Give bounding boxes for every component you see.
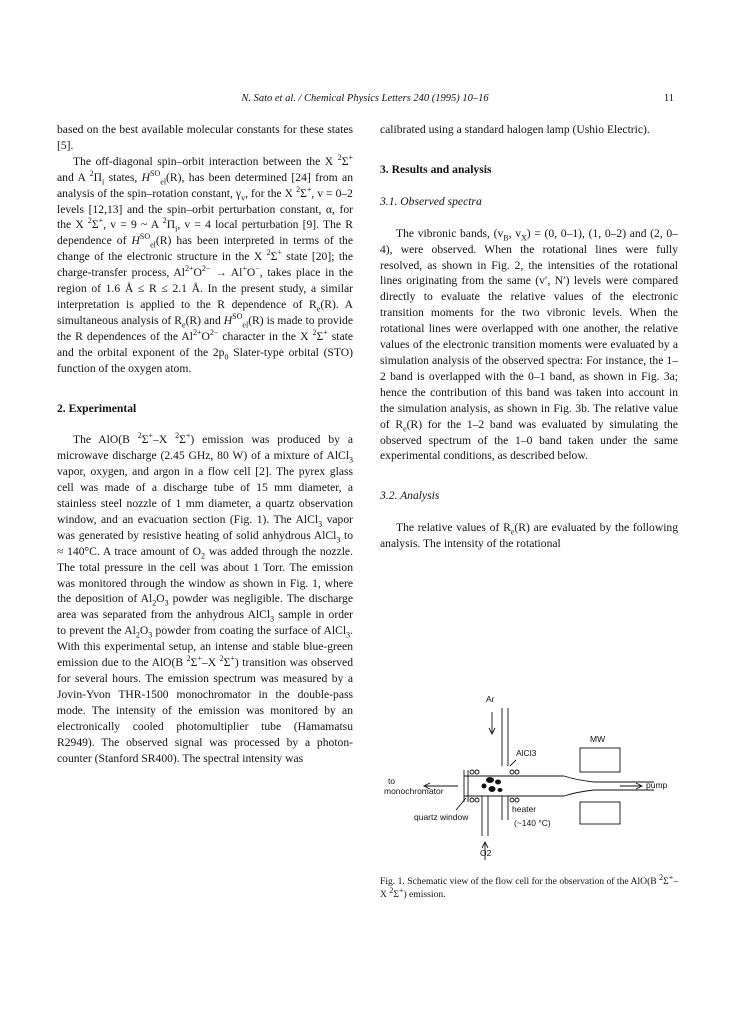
text-run: to ≈ 140°C. A trace amount of O	[57, 528, 353, 558]
text-run: , v = 4 local perturbation [9]. The R dependence of	[57, 218, 353, 248]
text-run: Σ	[341, 154, 349, 168]
superscript: +	[230, 654, 235, 664]
text-run: O	[201, 329, 210, 343]
superscript: SO	[139, 232, 151, 242]
superscript: +	[277, 248, 282, 258]
text-run: → Al	[210, 266, 243, 280]
text-run: Σ	[300, 186, 307, 200]
paragraph-spin-orbit	[57, 154, 353, 377]
subscript: 3	[349, 455, 353, 465]
text-run: and A	[57, 170, 90, 184]
subscript: 3	[270, 614, 275, 624]
symbol-h: H	[223, 313, 233, 327]
subscript: 3	[164, 598, 169, 608]
text-run: (R) has been interpreted in terms of the change of the electronic structure in the X	[57, 234, 353, 264]
journal-citation: N. Sato et al. / Chemical Physics Letters 240 (1995) 10–16	[241, 93, 489, 104]
text-run: , v	[508, 226, 522, 240]
superscript: +	[98, 216, 104, 226]
label-pump: pump	[646, 780, 668, 790]
text-run: . With this experimental setup, an intense and stable blue-green emission due to the AlO(B	[57, 624, 353, 670]
subscript: 3	[346, 630, 351, 640]
superscript: 2	[186, 654, 191, 664]
flow-cell-schematic	[384, 690, 674, 860]
text-run: The vibronic bands, (v	[396, 226, 504, 240]
superscript: 2+	[192, 327, 202, 337]
superscript: +	[398, 885, 404, 895]
superscript: 2	[87, 216, 92, 226]
subscript: 3	[148, 630, 153, 640]
superscript: 2	[266, 248, 271, 258]
superscript: +	[242, 264, 247, 274]
right-column	[380, 122, 678, 552]
label-alcl3: AlCl3	[516, 748, 537, 758]
superscript: +	[668, 872, 674, 882]
text-run: (R) and	[185, 313, 224, 327]
subscript: el	[242, 320, 249, 330]
paragraph-calibration: calibrated using a standard halogen lamp (Ushio Electric).	[380, 123, 650, 136]
subscript: e	[316, 304, 321, 314]
label-quartz-window: quartz window	[414, 812, 469, 822]
text-run: The relative values of R	[396, 521, 511, 535]
text-run: states,	[104, 170, 142, 184]
text-run: O	[193, 266, 202, 280]
subscript: 2	[135, 630, 140, 640]
superscript: SO	[150, 168, 161, 178]
subscript: el	[160, 177, 167, 187]
text-run: state and the orbital exponent of the 2p	[57, 329, 353, 359]
text-run: Π	[166, 218, 176, 232]
text-run: , v = 0–2 levels [12,13] and the spin–orbit perturbation constant, α, for the X	[57, 186, 353, 232]
subscript: v	[241, 192, 246, 202]
text-run: (R) is made to provide the R dependences of the Al	[57, 313, 353, 343]
paragraph-continued: based on the best available molecular constants for these states [5].	[57, 123, 353, 152]
text-run: Σ	[270, 250, 278, 264]
subsection-heading-analysis: 3.2. Analysis	[380, 489, 440, 503]
subscript: el	[150, 240, 156, 250]
text-run: Π	[93, 170, 102, 184]
text-run: Σ	[316, 329, 324, 343]
superscript: +	[148, 431, 154, 441]
text-run: O	[156, 592, 165, 606]
text-run: powder was negligible. The discharge area was separated from the anhydrous AlCl	[57, 592, 353, 622]
text-run: O	[246, 266, 256, 280]
label-monochromator: monochromator	[384, 786, 444, 796]
superscript: 2−	[209, 327, 219, 337]
superscript: +	[306, 184, 312, 194]
text-run: character in the X	[218, 329, 313, 343]
subscript: 2	[152, 598, 157, 608]
text-run: Σ	[663, 876, 669, 887]
text-run: ) = (0, 0–1), (1, 0–2) and (2, 0–4), were observed. When the rotational lines were fully resolved, as shown in Fig. 2, the intensities of the rotational lines originating from the same (v′, N′) levels were compared directly to evaluate the relative values of the electronic transition moments for the two vibronic levels. When the rotational lines were overlapped with one another, the relative values of the electronic transition moments were evaluated by a simulation analysis of the observed spectra: For instance, the 1–2 band is overlapped with the 0–1 band, as shown in Fig. 3a; hence the contribution of this band was taken into account in the simulation analysis, as shown in Fig. 3b. The relative value of R	[380, 226, 678, 431]
figure-caption	[380, 872, 678, 901]
text-run: (R) for the 1–2 band was evaluated by simulating the observed spectrum of the 1–0 band taken under the same experimental conditions, as described below.	[380, 417, 678, 463]
label-to: to	[388, 776, 396, 786]
label-heater: heater	[512, 804, 537, 814]
text-run: The AlO(B	[73, 433, 138, 447]
text-run: vapor, oxygen, and argon in a flow cell [2]. The pyrex glass cell was made of a discharge tube of 15 mm diameter, a stainless steel nozzle of 1 mm diameter, a quartz observation window, and an evacuation section (Fig. 1). The AlCl	[57, 465, 353, 526]
text-run: was added through the nozzle. The total pressure in the cell was about 1 Torr. The emission was monitored through the window as shown in Fig. 1, where the deposition of Al	[57, 544, 353, 606]
subscript: X	[521, 233, 527, 243]
subscript: B	[503, 233, 509, 243]
superscript: 2	[175, 431, 180, 441]
paragraph-observed-spectra	[380, 226, 678, 465]
page-number: 11	[663, 93, 674, 104]
subscript: i	[101, 177, 105, 187]
subscript: e	[403, 423, 407, 433]
text-run: (R) are evaluated by the following analysis. The intensity of the rotational	[380, 521, 679, 551]
superscript: 2	[89, 168, 94, 178]
superscript: 2	[389, 885, 394, 895]
subscript: 3	[336, 535, 341, 545]
text-run: –X	[153, 433, 176, 447]
superscript: 2	[296, 184, 301, 194]
label-ar: Ar	[486, 694, 495, 704]
text-run: (R). A simultaneous analysis of R	[57, 297, 353, 327]
subscript: i	[175, 224, 178, 234]
label-temperature: (~140 °C)	[514, 818, 551, 828]
paragraph-experimental	[57, 432, 353, 766]
text-run: , v = 9 ~ A	[103, 218, 163, 232]
section-heading-results: 3. Results and analysis	[380, 162, 492, 176]
text-run: , takes place in the region of 1.6 Å ≤ R ≤ 2.1 Å. In the present study, a similar interpretation is applied to the R dependence of R	[57, 266, 353, 311]
superscript: −	[255, 264, 260, 274]
subscript: 2	[201, 551, 206, 561]
label-o2: O2	[480, 848, 492, 858]
superscript: +	[323, 327, 328, 337]
superscript: 2	[659, 872, 664, 882]
running-header	[56, 93, 674, 107]
section-heading-experimental: 2. Experimental	[57, 401, 137, 415]
left-column	[57, 122, 353, 766]
text-run: sample in order to prevent the Al	[57, 608, 353, 638]
text-run: Fig. 1. Schematic view of the flow cell for the observation of the AlO(B	[380, 876, 660, 887]
text-run: Σ	[393, 889, 399, 900]
superscript: 2+	[185, 264, 194, 274]
paragraph-analysis	[380, 520, 678, 552]
figure-flow-cell	[384, 690, 674, 860]
superscript: 2	[312, 327, 317, 337]
text-run: Σ	[223, 656, 231, 670]
superscript: 2	[162, 216, 167, 226]
superscript: +	[348, 152, 353, 162]
superscript: +	[197, 654, 202, 664]
text-run: , for the X	[245, 186, 297, 200]
subscript: 0	[224, 352, 229, 361]
text-run: ) transition was observed for several hours. The emission spectrum was measured by a Jovin-Yvon THR-1500 monochromator in the double-pass mode. The intensity of the emission was monitored by an electronically cooled photomultiplier tube (Hamamatsu R2949). The observed signal was processed by a photon-counter (Stanford SR400). The spectral intensity was	[57, 656, 354, 765]
text-run: The off-diagonal spin–orbit interaction between the X	[73, 154, 338, 168]
text-run: state [20]; the charge-transfer process, Al	[57, 250, 353, 280]
superscript: SO	[232, 312, 243, 322]
symbol-h: H	[131, 234, 140, 248]
text-run: –X	[380, 876, 678, 900]
text-run: ) emission.	[403, 889, 446, 900]
superscript: 2	[219, 654, 224, 664]
subsection-heading-observed-spectra: 3.1. Observed spectra	[380, 194, 482, 208]
text-run: (R), has been determined [24] from an analysis of the spin–rotation constant, γ	[57, 170, 353, 200]
subscript: 3	[318, 519, 323, 529]
superscript: 2	[337, 152, 342, 162]
superscript: +	[185, 431, 191, 441]
text-run: Σ	[141, 433, 149, 447]
text-run: ) emission was produced by a microwave discharge (2.45 GHz, 80 W) of a mixture of AlCl	[57, 433, 353, 463]
text-run: O	[139, 624, 149, 638]
text-run: vapor was generated by resistive heating of solid anhydrous AlCl	[57, 512, 353, 542]
text-run: powder from coating the surface of AlCl	[152, 624, 347, 638]
text-run: Σ	[190, 656, 198, 670]
label-mw: MW	[590, 734, 606, 744]
text-run: Σ	[91, 218, 99, 232]
superscript: 2−	[201, 264, 211, 274]
superscript: 2	[137, 431, 142, 441]
subscript: e	[510, 527, 515, 537]
symbol-h: H	[141, 170, 151, 184]
text-run: –X	[201, 656, 220, 670]
text-run: Σ	[179, 433, 186, 447]
subscript: e	[182, 320, 186, 330]
text-run: Slater-type orbital (STO) function of the oxygen atom.	[57, 345, 353, 375]
